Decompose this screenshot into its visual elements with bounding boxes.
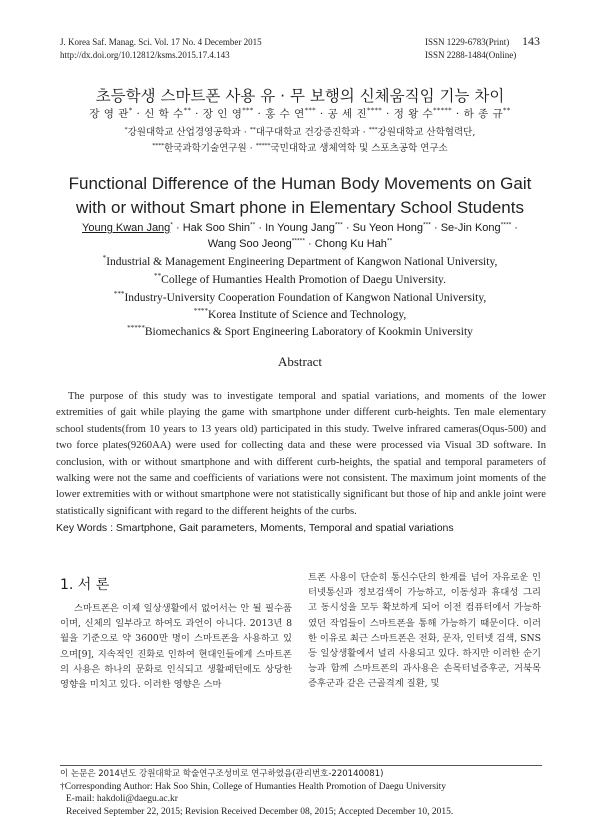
received-dates: Received September 22, 2015; Revision Received December 08, 2015; Accepted December 10, 2015. <box>66 807 454 817</box>
footnote-divider <box>60 765 542 766</box>
keywords: Key Words : Smartphone, Gait parameters, Moments, Temporal and spatial variations <box>56 522 454 534</box>
english-affiliation-2: **College of Humanties Health Promotion of Daegu University. <box>154 272 446 286</box>
english-authors-line1: Young Kwan Jang* · Hak Soo Shin** · In Young Jang*** · Su Yeon Hong*** · Se-Jin Kong**** · <box>82 221 518 234</box>
intro-left-column: 스마트폰은 이제 일상생활에서 없어서는 안 될 필수품이며, 신체의 일부라고 하여도 과언이 아니다. 2013년 8월을 기준으로 약 3600만 명이 스마트폰을 사용하고 있으며[9], 지속적인 진화로 인하여 현대인들에게 스마트폰의 사용은 하나의 문화로 인식되고 생활패턴에도 상당한 영향을 미치고 있다. 이러한 영향은 스마 <box>60 603 292 691</box>
english-title-line2: with or without Smart phone in Elementary School Students <box>76 198 524 217</box>
doi: http://dx.doi.org/10.12812/ksms.2015.17.4.143 <box>60 50 230 60</box>
funding-note: 이 논문은 2014년도 강원대학교 학술연구조성비로 연구하였음(관리번호-220140081) <box>60 769 384 779</box>
corresponding-author: †Corresponding Author: Hak Soo Shin, College of Humanties Health Promotion of Daegu University <box>60 782 447 792</box>
korean-title: 초등학생 스마트폰 사용 유 · 무 보행의 신체움직임 기능 차이 <box>95 87 505 105</box>
issn-online: ISSN 2288-1484(Online) <box>425 50 517 60</box>
korean-affiliations-line1: *강원대학교 산업경영공학과 · **대구대학교 건강증진학과 · ***강원대학교 산학협력단, <box>124 126 476 138</box>
english-affiliation-3: ***Industry-University Cooperation Foundation of Kangwon National University, <box>113 290 487 304</box>
intro-right-column: 트폰 사용이 단순히 통신수단의 한계를 넘어 자유로운 인터넷통신과 정보검색이 가능하고, 이동성과 휴대성 그리고 동시성을 모두 확보하게 되어 이전 컴퓨터에서 가능하였던 작업들이 스마트폰을 통해 가능하기 때문이다. 이러한 이유로 최근 스마트폰은 전화, 문자, 인터넷 검색, SNS 등 일상생활에서 널리 사용되고 있다. 하지만 이러한 순기능과 함께 스마트폰의 과사용은 손목터널증후군, 거북목증후군과 같은 근골격계 질환, 및 <box>308 572 541 690</box>
english-title-line1: Functional Difference of the Human Body Movements on Gait <box>68 174 532 193</box>
page-number: 143 <box>522 34 540 48</box>
issn-print: ISSN 1229-6783(Print) <box>425 37 510 47</box>
corresponding-email: E-mail: hakdoli@daegu.ac.kr <box>66 794 178 804</box>
english-authors-line2: Wang Soo Jeong***** · Chong Ku Hah** <box>207 237 393 250</box>
korean-affiliations-line2: ****한국과학기술연구원 · *****국민대학교 생체역학 및 스포츠공학 연구소 <box>152 142 448 154</box>
journal-citation: J. Korea Saf. Manag. Sci. Vol. 17 No. 4 December 2015 <box>60 37 262 47</box>
korean-authors: 장 영 관* · 신 학 수** · 장 인 영*** · 홍 수 연*** · 공 세 진**** · 정 왕 수***** · 하 종 규** <box>89 106 511 120</box>
english-affiliation-4: ****Korea Institute of Science and Technology, <box>193 307 407 321</box>
english-affiliation-1: *Industrial & Management Engineering Department of Kangwon National University, <box>102 254 498 268</box>
abstract-body: The purpose of this study was to investigate temporal and spatial variations, and moments of the lower extremities of gait while playing the game with smartphone under different curb-heights. Ten male elementary school students(from 10 years to 13 years old) participated in this study. Twelve infrared cameras(Oqus-500) and two force plates(9260AA) were used for collecting data and these were processed via Visual 3D software. In conclusion, with or without smartphone and with different curb-heights, the spatial and temporal parameters of walking were not the same and coefficients of variations were not consistent. The maximum joint moments of the lower extremities with or without smartphone were not statistically significant but those of hip and ankle joint were statistically significant with regard to the different heights of the curbs. <box>56 391 546 517</box>
abstract-heading: Abstract <box>277 354 323 369</box>
english-affiliation-5: *****Biomechanics & Sport Engineering Laboratory of Kookmin University <box>127 324 473 338</box>
section-heading-introduction: 1. 서 론 <box>60 577 110 593</box>
